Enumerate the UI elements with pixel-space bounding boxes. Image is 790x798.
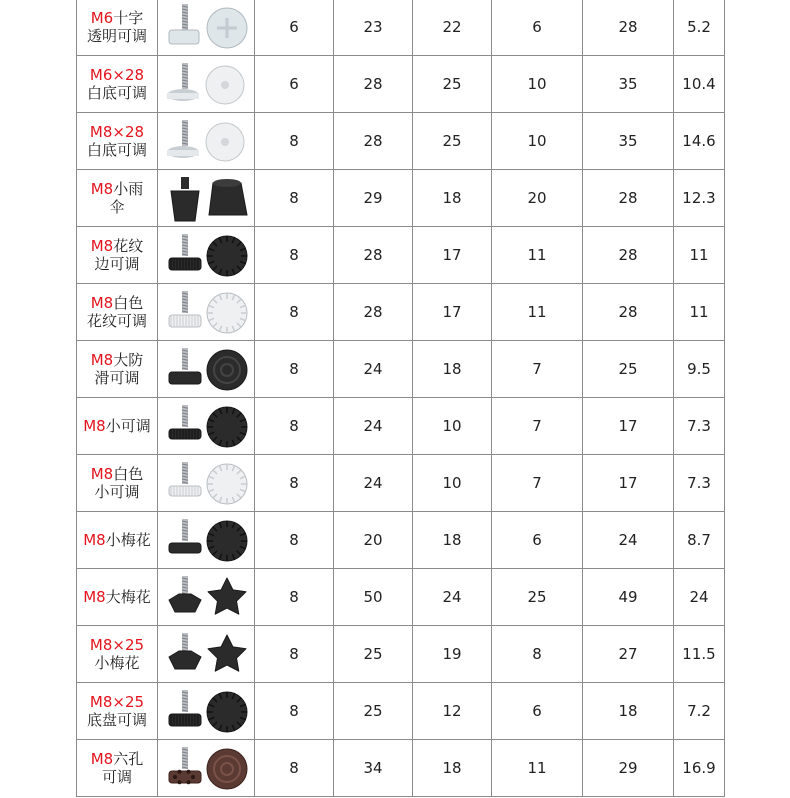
dimension-c-cell: 11 [492, 284, 583, 341]
table-row [77, 455, 725, 512]
product-model: M8 [83, 588, 106, 606]
product-photo [159, 114, 253, 168]
dimension-b-cell: 10 [413, 455, 492, 512]
product-photo [159, 684, 253, 738]
product-image-cell [158, 170, 255, 227]
dimension-a-cell: 28 [334, 284, 413, 341]
product-image-cell [158, 284, 255, 341]
product-image-cell [158, 512, 255, 569]
product-name-line1 [77, 636, 157, 654]
dimension-a-cell: 34 [334, 740, 413, 797]
dimension-d-cell: 28 [583, 227, 674, 284]
product-name-suffix: 小梅花 [105, 531, 151, 549]
thread-size-cell: 8 [255, 227, 334, 284]
product-name-cell [77, 170, 158, 227]
weight-cell: 7.3 [674, 455, 725, 512]
product-image-cell [158, 740, 255, 797]
product-name-line2: 底盘可调 [86, 711, 147, 729]
dimension-d-cell: 18 [583, 683, 674, 740]
product-name-line2: 小可调 [94, 483, 140, 501]
product-model: M6 [90, 9, 114, 27]
product-name-line1 [77, 9, 157, 27]
thread-size-cell: 8 [255, 170, 334, 227]
product-name-suffix: 花纹 [113, 237, 144, 255]
dimension-c-cell: 7 [492, 455, 583, 512]
product-model: M8 [90, 180, 114, 198]
spec-table-body [77, 0, 725, 797]
product-name-line1 [77, 237, 157, 255]
table-row [77, 113, 725, 170]
product-name-line1 [77, 531, 157, 549]
product-image-cell [158, 227, 255, 284]
dimension-d-cell: 29 [583, 740, 674, 797]
product-name-suffix: 十字 [113, 9, 144, 27]
product-model: M8 [83, 531, 106, 549]
thread-size-cell: 6 [255, 56, 334, 113]
weight-cell: 9.5 [674, 341, 725, 398]
product-name-line1 [77, 417, 157, 435]
product-image-cell [158, 113, 255, 170]
weight-cell: 12.3 [674, 170, 725, 227]
product-model: M6×28 [89, 66, 145, 84]
dimension-c-cell: 11 [492, 227, 583, 284]
dimension-d-cell: 17 [583, 398, 674, 455]
dimension-b-cell: 19 [413, 626, 492, 683]
product-photo [159, 285, 253, 339]
table-row [77, 626, 725, 683]
product-name-cell [77, 0, 158, 56]
product-name-line1 [77, 351, 157, 369]
product-name-cell [77, 740, 158, 797]
product-photo [159, 456, 253, 510]
product-name-line1 [77, 750, 157, 768]
product-name-line2: 透明可调 [86, 27, 147, 45]
weight-cell: 11 [674, 227, 725, 284]
weight-cell: 5.2 [674, 0, 725, 56]
product-name-cell [77, 227, 158, 284]
dimension-a-cell: 24 [334, 398, 413, 455]
dimension-c-cell: 10 [492, 113, 583, 170]
product-name-line1 [77, 465, 157, 483]
weight-cell: 8.7 [674, 512, 725, 569]
dimension-a-cell: 23 [334, 0, 413, 56]
dimension-a-cell: 25 [334, 683, 413, 740]
dimension-a-cell: 50 [334, 569, 413, 626]
product-photo [159, 228, 253, 282]
weight-cell: 14.6 [674, 113, 725, 170]
product-name-line1 [77, 66, 157, 84]
product-name-suffix: 大梅花 [105, 588, 151, 606]
product-name-cell [77, 284, 158, 341]
product-model: M8 [83, 417, 106, 435]
thread-size-cell: 8 [255, 626, 334, 683]
product-model: M8 [90, 294, 114, 312]
weight-cell: 11.5 [674, 626, 725, 683]
product-image-cell [158, 683, 255, 740]
product-image-cell [158, 398, 255, 455]
thread-size-cell: 8 [255, 284, 334, 341]
dimension-d-cell: 49 [583, 569, 674, 626]
product-name-cell [77, 398, 158, 455]
table-row [77, 569, 725, 626]
table-row [77, 56, 725, 113]
product-model: M8×25 [89, 693, 145, 711]
thread-size-cell: 8 [255, 398, 334, 455]
table-row [77, 341, 725, 398]
dimension-d-cell: 28 [583, 0, 674, 56]
dimension-b-cell: 24 [413, 569, 492, 626]
product-name-cell [77, 569, 158, 626]
dimension-b-cell: 18 [413, 512, 492, 569]
dimension-a-cell: 24 [334, 341, 413, 398]
dimension-a-cell: 25 [334, 626, 413, 683]
dimension-d-cell: 35 [583, 56, 674, 113]
product-photo [159, 0, 253, 54]
dimension-d-cell: 24 [583, 512, 674, 569]
dimension-d-cell: 27 [583, 626, 674, 683]
dimension-c-cell: 25 [492, 569, 583, 626]
thread-size-cell: 8 [255, 341, 334, 398]
dimension-d-cell: 28 [583, 170, 674, 227]
dimension-d-cell: 25 [583, 341, 674, 398]
product-name-line1 [77, 123, 157, 141]
product-image-cell [158, 455, 255, 512]
product-photo [159, 57, 253, 111]
product-model: M8 [90, 465, 114, 483]
product-name-line1 [77, 294, 157, 312]
dimension-b-cell: 12 [413, 683, 492, 740]
table-row [77, 512, 725, 569]
weight-cell: 11 [674, 284, 725, 341]
product-model: M8 [90, 750, 114, 768]
product-name-line1 [77, 180, 157, 198]
dimension-b-cell: 17 [413, 284, 492, 341]
dimension-c-cell: 6 [492, 512, 583, 569]
product-name-line2: 白底可调 [86, 84, 147, 102]
product-name-cell [77, 56, 158, 113]
thread-size-cell: 6 [255, 0, 334, 56]
product-name-cell [77, 512, 158, 569]
product-photo [159, 399, 253, 453]
dimension-d-cell: 35 [583, 113, 674, 170]
product-photo [159, 342, 253, 396]
dimension-b-cell: 18 [413, 170, 492, 227]
product-model: M8 [90, 351, 114, 369]
dimension-c-cell: 11 [492, 740, 583, 797]
dimension-a-cell: 24 [334, 455, 413, 512]
table-row [77, 740, 725, 797]
product-name-line2: 小梅花 [94, 654, 140, 672]
table-row [77, 170, 725, 227]
thread-size-cell: 8 [255, 455, 334, 512]
dimension-c-cell: 7 [492, 341, 583, 398]
dimension-d-cell: 17 [583, 455, 674, 512]
product-name-cell [77, 683, 158, 740]
dimension-c-cell: 7 [492, 398, 583, 455]
dimension-a-cell: 28 [334, 227, 413, 284]
dimension-c-cell: 8 [492, 626, 583, 683]
table-row [77, 0, 725, 56]
product-name-line2: 可调 [101, 768, 132, 786]
product-name-cell [77, 341, 158, 398]
product-image-cell [158, 0, 255, 56]
product-name-suffix: 小可调 [105, 417, 151, 435]
product-photo [159, 627, 253, 681]
product-name-cell [77, 626, 158, 683]
dimension-b-cell: 25 [413, 113, 492, 170]
dimension-a-cell: 28 [334, 113, 413, 170]
thread-size-cell: 8 [255, 683, 334, 740]
dimension-a-cell: 28 [334, 56, 413, 113]
product-name-suffix: 小雨 [113, 180, 144, 198]
weight-cell: 10.4 [674, 56, 725, 113]
product-photo [159, 513, 253, 567]
dimension-a-cell: 20 [334, 512, 413, 569]
dimension-c-cell: 20 [492, 170, 583, 227]
product-name-line2: 伞 [109, 198, 125, 216]
product-image-cell [158, 626, 255, 683]
product-photo [159, 570, 253, 624]
product-name-suffix: 六孔 [113, 750, 144, 768]
product-photo [159, 171, 253, 225]
product-name-line2: 白底可调 [86, 141, 147, 159]
thread-size-cell: 8 [255, 740, 334, 797]
table-row [77, 683, 725, 740]
product-name-suffix: 白色 [113, 294, 144, 312]
product-name-suffix: 白色 [113, 465, 144, 483]
dimension-b-cell: 18 [413, 341, 492, 398]
product-model: M8 [90, 237, 114, 255]
weight-cell: 24 [674, 569, 725, 626]
product-name-line1 [77, 588, 157, 606]
dimension-d-cell: 28 [583, 284, 674, 341]
dimension-b-cell: 18 [413, 740, 492, 797]
dimension-c-cell: 6 [492, 683, 583, 740]
product-name-cell [77, 113, 158, 170]
product-model: M8×25 [89, 636, 145, 654]
product-name-line2: 边可调 [94, 255, 140, 273]
weight-cell: 7.2 [674, 683, 725, 740]
thread-size-cell: 8 [255, 569, 334, 626]
dimension-a-cell: 29 [334, 170, 413, 227]
weight-cell: 16.9 [674, 740, 725, 797]
dimension-b-cell: 22 [413, 0, 492, 56]
product-name-line2: 花纹可调 [86, 312, 147, 330]
product-model: M8×28 [89, 123, 145, 141]
weight-cell: 7.3 [674, 398, 725, 455]
dimension-c-cell: 10 [492, 56, 583, 113]
product-image-cell [158, 341, 255, 398]
product-photo [159, 741, 253, 795]
product-name-line1 [77, 693, 157, 711]
dimension-b-cell: 25 [413, 56, 492, 113]
thread-size-cell: 8 [255, 512, 334, 569]
dimension-b-cell: 10 [413, 398, 492, 455]
product-name-cell [77, 455, 158, 512]
product-name-line2: 滑可调 [94, 369, 140, 387]
table-row [77, 398, 725, 455]
table-row [77, 284, 725, 341]
product-image-cell [158, 569, 255, 626]
table-row [77, 227, 725, 284]
spec-table [76, 0, 725, 797]
product-name-suffix: 大防 [113, 351, 144, 369]
thread-size-cell: 8 [255, 113, 334, 170]
dimension-c-cell: 6 [492, 0, 583, 56]
product-image-cell [158, 56, 255, 113]
dimension-b-cell: 17 [413, 227, 492, 284]
